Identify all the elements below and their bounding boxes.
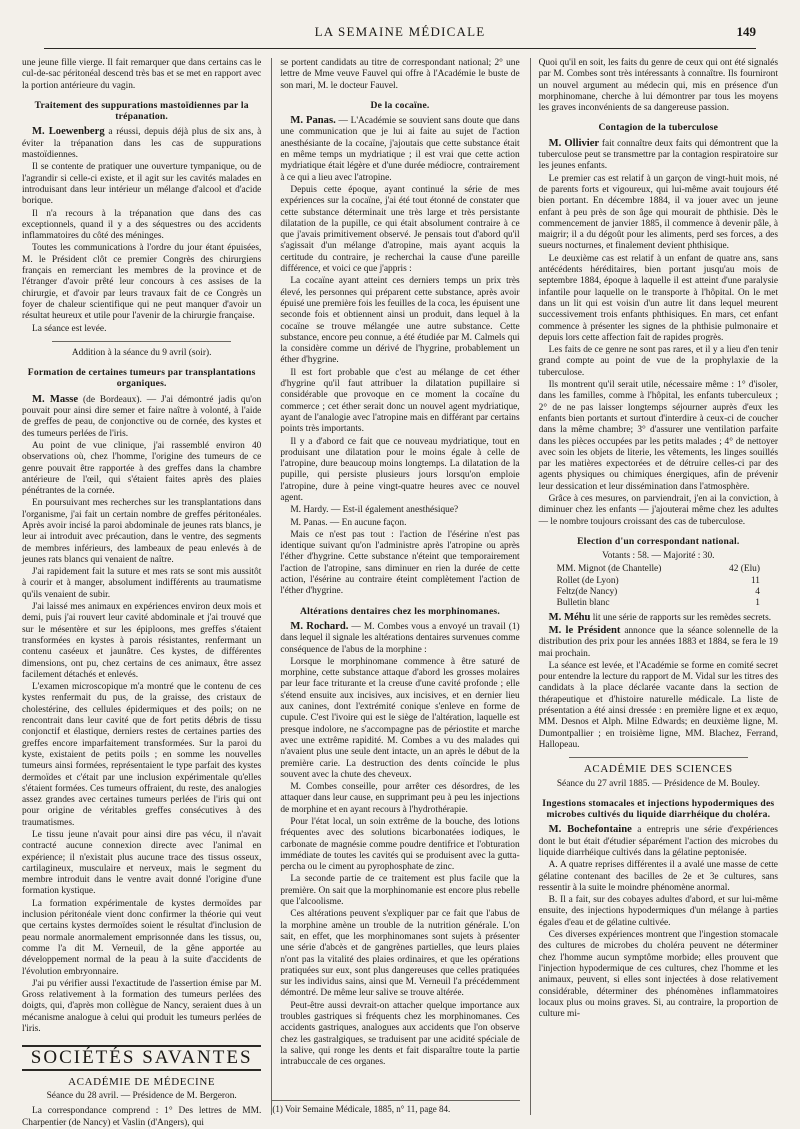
paragraph: Le deuxième cas est relatif à un enfant de quatre ans, sans antécédents héréditaires, bien portant jusqu'au mois de septembre 1884, époque à laquelle il est atteint d'une paralysie infantile pour laquelle on le transporte à l'hôpital. On le met dans un lit qui est voisin d'un autre lit dans lequel meurent successivement trois enfants phthisiques. En mars, cet enfant commence à présenter les signes de la phthisie pulmonaire et depuis lors cette affection fait de rapides progrès. <box>538 253 778 343</box>
footnote: (1) Voir Semaine Médicale, 1885, n° 11, page 84. <box>272 1100 519 1115</box>
paragraph: La seconde partie de ce traitement est plus facile que la première. On sait que la morphinomanie est encore plus rebelle que l'alcoolisme. <box>280 874 520 908</box>
paragraph: Il n'a recours à la trépanation que dans des cas exceptionnels, quand il y a des séquestres ou des accidents inflammatoires du côté des méninges. <box>22 208 262 242</box>
paragraph: Le premier cas est relatif à un garçon de vingt-huit mois, né de parents forts et vigoureux, qui lui-même avait toujours été bien portant. En décembre 1884, il va jouer avec un jeune enfant à peu près de son âge qui mourait de phthisie. Dès le commencement de janvier 1885, il commence à devenir pâle, à maigrir; il a du dégoût pour les aliments, perd ses forces, a des sueurs nocturnes, et finalement devient phthisique. <box>538 173 778 252</box>
paragraph: se portent candidats au titre de correspondant national; 2° une lettre de Mme veuve Fauvel qui offre à l'Académie le buste de son mari, M. le docteur Fauvel. <box>280 58 520 91</box>
column-2 <box>271 58 519 1115</box>
section-heading: Traitement des suppurations mastoïdiennes par la trépanation. <box>34 99 249 123</box>
vote-name: Feltz(de Nancy) <box>556 587 618 598</box>
addition-note: Addition à la séance du 9 avril (soir). <box>71 347 212 358</box>
paragraph: M. Méhu lit une série de rapports sur les remèdes secrets. <box>548 611 772 623</box>
paragraph: La formation expérimentale de kystes dermoïdes par inclusion péritonéale vient donc confirmer la théorie qui veut que certains kystes dermoïdes soient le résultat d'inclusion de peau normale anormalement emprisonnée dans les tissus, ou, comme l'a dit M. Verneuil, de la gêne apportée au développement normal de la peau à la suite d'accidents de l'évolution embryonnaire. <box>22 898 262 977</box>
vote-name: MM. Mignot (de Chantelle) <box>556 564 662 575</box>
speaker-name: M. Rochard. <box>290 620 349 632</box>
paragraph: M. Masse (de Bordeaux). — J'ai démontré jadis qu'on pouvait pour ainsi dire semer et faire naître à volonté, à l'aide de greffes de peau, de conjonctive ou de cornée, des kystes et des tumeurs perlées de l'iris. <box>22 393 262 439</box>
section-heading: Ingestions stomacales et injections hypodermiques des microbes cultivés du liquide diarrhéique du choléra. <box>542 797 775 821</box>
paragraph: M. Rochard. — M. Combes vous a envoyé un travail (1) dans lequel il signale les altérations dentaires survenues comme conséquence de l'abus de la morphine : <box>280 620 520 655</box>
vote-count: 42 (Elu) <box>729 564 760 575</box>
paragraph: B. Il a fait, sur des cobayes adultes d'abord, et sur lui-même ensuite, des injections hypodermiques d'un mélange à parties égales d'eau et de gélatine cultivée. <box>538 895 778 928</box>
paragraph: Mais ce n'est pas tout : l'action de l'ésérine n'est pas identique suivant qu'on l'administre après l'atropine ou après l'éther d'hygrine. Cette substance n'éteint que temporairement l'action de l'atropine, sans diminuer en rien la durée de cette action, l'ésérine au contraire éteint complètement l'action de l'éther d'hygrine. <box>280 529 520 597</box>
speaker-name: M. Panas. <box>290 115 336 127</box>
speaker-name: M. Bochefontaine <box>548 824 632 836</box>
paragraph: Il est fort probable que c'est au mélange de cet éther d'hygrine qu'il faut attribuer la dilatation pupillaire si considérable que provoque en ce moment la cocaïne du commerce ; cet éther serait donc un nouvel agent mydriatique, ayant de l'analogie avec l'atropine mais en différant par certains points très importants. <box>280 367 520 435</box>
paragraph: une jeune fille vierge. Il fait remarquer que dans certains cas le cul-de-sac péritonéal descend très bas et se met en rapport avec la portion antérieure du vagin. <box>22 58 262 91</box>
paragraph: Peut-être aussi devrait-on attacher quelque importance aux troubles gastriques si fréquents chez les morphinomanes. Ces accidents gastriques, analogues aux accidents que l'on observe chez les gastralgiques, se traduisent par une acidité spéciale de la salive, qui ronge les dents et fait disparaître toute la partie intrabuccale de ces organes. <box>280 1000 520 1068</box>
section-heading: Formation de certaines tumeurs par transplantations organiques. <box>27 367 256 390</box>
paragraph: Toutes les communications à l'ordre du jour étant épuisées, M. le Président clôt ce premier Congrès des chirurgiens français en remerciant les membres de la province et de l'étranger d'avoir prêté leur concours à ces assises de la chirurgie, et d'avoir par leurs travaux fait de ce Congrès un foyer de chaleur scientifique qui ne peut manquer d'avoir un résultat heureux et utile pour l'avenir de la chirurgie française. <box>22 243 262 322</box>
speaker-name: M. le Président <box>548 624 621 636</box>
speaker-name: M. Loewenberg <box>32 126 105 138</box>
academie-medecine-title: ACADÉMIE DE MÉDECINE <box>68 1075 216 1088</box>
paragraph: La correspondance comprend : 1° Des lettres de MM. Charpentier (de Nancy) et Vaslin (d'Angers), qui <box>22 1106 262 1128</box>
speaker-name: M. Masse <box>32 393 79 405</box>
section-heading: Election d'un correspondant national. <box>577 535 740 547</box>
paragraph: M. Loewenberg a réussi, depuis déjà plus de six ans, à éviter la trépanation dans les cas de suppurations mastoïdiennes. <box>22 126 262 161</box>
paragraph: A. A quatre reprises différentes il a avalé une masse de cette gélatine contenant des bacilles de 2e et 3e cultures, sans ressentir à la suite le moindre phénomène anormal. <box>538 860 778 893</box>
column-3 <box>530 58 778 1115</box>
votes-table <box>557 564 760 609</box>
paragraph: M. Combes conseille, pour arrêter ces désordres, de les attaquer dans leur cause, en supprimant peu à peu les injections de morphine et en ayant recours à l'hydrothérapie. <box>280 782 520 815</box>
votants-line: Votants : 58. — Majorité : 30. <box>602 551 715 562</box>
paragraph: La séance est levée. <box>32 323 107 334</box>
divider <box>569 757 748 758</box>
paragraph: Les faits de ce genre ne sont pas rares, et il y a lieu d'en tenir grand compte au point de vue de la prophylaxie de la tuberculose. <box>538 345 778 378</box>
paragraph: La séance est levée, et l'Académie se forme en comité secret pour entendre la lecture du rapport de M. Vidal sur les titres des candidats à la place déclarée vacante dans la section de thérapeutique et d'histoire naturelle médicale. La liste de présentation a été ainsi dressée : en première ligne et ex æquo, MM. Desnos et Alph. Milne Edwards; en deuxième ligne, M. Dumontpallier ; en troisième ligne, MM. Blachez, Ferrand, Hallopeau. <box>538 660 778 750</box>
section-heading: Altérations dentaires chez les morphinomanes. <box>300 605 500 617</box>
seance-line: Séance du 27 avril 1885. — Présidence de M. Bouley. <box>556 778 760 789</box>
paragraph: Depuis cette époque, ayant continué la série de mes expériences sur la cocaïne, j'ai été tout étonné de constater que cette substance déterminait une très large et très persistante dilatation de la pupille, ce qui était absolument contraire à ce que j'avais primitivement observé. Je pensais tout d'abord qu'il s'agissait d'un mélange d'atropine, mais ayant acquis la certitude du contraire, je recherchai la cause d'une pareille différence, et voici ce que j'appris : <box>280 184 520 275</box>
academie-sciences-title: ACADÉMIE DES SCIENCES <box>583 763 733 776</box>
vote-name: Rollet (de Lyon) <box>556 575 619 586</box>
vote-count: 11 <box>750 575 760 586</box>
paragraph: Ces diverses expériences montrent que l'ingestion stomacale des cultures de microbes du choléra peuvent ne déterminer chez l'homme aucun symptôme morbide; elles prouvent que l'injection hypodermique de ces cultures, chez l'homme et les animaux, peuvent, si elles sont injectées à dose relativement considérable, déterminer des phénomènes inflammatoires locaux plus ou moins graves. Si, au contraire, la proportion de culture mi- <box>538 930 778 1020</box>
paragraph: M. le Président annonce que la séance solennelle de la distribution des prix pour les années 1883 et 1884, se fera le 19 mai prochain. <box>538 624 779 659</box>
paragraph: Ces altérations peuvent s'expliquer par ce fait que l'abus de la morphine amène un trouble de la nutrition générale. L'on sait, en effet, que les morphinomanes sont sujets à présenter une série d'abcès et de gangrènes partielles, que leurs plaies n'ont pas la vitalité des plaies ordinaires, et que les opérations pratiquées sur eux, sont plus dangereuses que celles pratiquées sur les individus sains, ainsi que M. Verneuil l'a précédemment démontré. De même leur salive se trouve altérée. <box>280 909 520 999</box>
paragraph: M. Ollivier fait connaître deux faits qui démontrent que la tuberculose peut se transmettre par la contagion respiratoire sur les jeunes enfants. <box>538 137 778 172</box>
paragraph: M. Hardy. — Est-il également anesthésique? <box>290 505 459 516</box>
speaker-name: M. Méhu <box>548 611 591 623</box>
paragraph: Au point de vue clinique, j'ai rassemblé environ 40 observations où, chez l'homme, l'origine des tumeurs de ce genre pouvait être rapportée à des greffes dans la chambre antérieure de l'œil, qui s'étaient faites après des plaies pénétrantes de la cornée. <box>22 440 262 497</box>
paragraph: L'examen microscopique m'a montré que le contenu de ces kystes renfermait du pus, de la graisse, des cristaux de cholestérine, des cellules épidermiques et des poils; on ne rencontrait dans leur cavité que de fort petits débris de tissu conjonctif et élastique, derniers restes de certaines parties des greffes encore imparfaitement transformées. Sur la paroi du kyste, existaient de petits poils ; en somme les nouvelles tumeurs ainsi formées, représentaient le type parfait des kystes dermoïdes et c'était par une inclusion expérimentale qu'elles s'étaient formées. Ces tumeurs offraient, du reste, des analogies assez grandes avec certaines tumeurs perlées de l'iris qui ont pour origine de véritables greffes consécutives à des traumatismes. <box>22 682 262 828</box>
journal-title: LA SEMAINE MÉDICALE <box>314 24 486 39</box>
paragraph: Il se contente de pratiquer une ouverture tympanique, ou de l'agrandir si celle-ci existe, et il agit sur les cavités malades en introduisant dans leur intérieur un mélange d'alcool et d'acide borique. <box>22 162 262 207</box>
paragraph: Lorsque le morphinomane commence à être saturé de morphine, cette substance attaque d'abord les grosses molaires par leur face triturante et la creuse d'une cavité profonde ; elle s'étend ensuite aux incisives, aux incisives, et en dernier lieu aux canines, dont l'extrémité conique s'enleve en forme de cupule. C'est l'ivoire qui est le siège de l'altération, laquelle est presque indolore, ne s'accompagne pas de périostite et marche avec une extrême rapidité. M. Combes a vu des malades qui n'avaient plus une seule dent intacte, un an après le début de la première carie. La destruction des dents coïncide le plus souvent avec la chute des cheveux. <box>280 656 520 780</box>
page-header <box>22 0 778 38</box>
paragraph: J'ai laissé mes animaux en expériences environ deux mois et demi, puis j'ai rouvert leur cavité abdominale et j'ai trouvé que sur le mésentère et sur les épiploons, mes greffes s'étaient transformées en kystes à parois résistantes, renfermant un contenu caséeux et jaunâtre. Ces kystes, de différentes dimensions, ont pu, chez certains de ces animaux, être assez facilement détachés et enlevés. <box>22 602 262 680</box>
column-1 <box>22 58 262 1128</box>
paragraph: M. Bochefontaine a entrepris une série d'expériences dont le but était d'étudier séparément l'action des microbes du liquide diarrhéique cultivés dans la gélatine peptonisée. <box>538 824 778 858</box>
section-heading: De la cocaïne. <box>370 99 430 111</box>
header-rule <box>44 48 756 49</box>
vote-count: 1 <box>755 598 760 609</box>
page-number: 149 <box>736 24 756 39</box>
divider <box>52 341 231 342</box>
societes-savantes-title: SOCIÉTÉS SAVANTES <box>22 1045 261 1070</box>
paragraph: M. Panas. — En aucune façon. <box>290 517 407 528</box>
paragraph: J'ai rapidement fait la suture et mes rats se sont mis aussitôt à courir et à manger, absolument indifférents au traumatisme qu'ils venaient de subir. <box>22 567 262 600</box>
paragraph: La cocaïne ayant atteint ces derniers temps un prix très élevé, les personnes qui préparent cette substance, après avoir épuisé une première fois les feuilles de la coca, les épuisent une seconde fois et obtiennent ainsi un produit, dans lequel à la cocaïne se trouve mélangée une autre substance. Cette substance, encore peu connue, a été étudiée par M. Calmels qui la considère comme un dérivé de l'hygrine, probablement un éther d'hygrine. <box>280 276 520 366</box>
seance-line: Séance du 28 avril. — Présidence de M. Bergeron. <box>46 1090 237 1101</box>
paragraph: Grâce à ces mesures, on parviendrait, j'en ai la conviction, à diminuer chez les enfants — j'ajouterai même chez les adultes — le nombre toujours croissant des cas de tuberculose. <box>538 493 778 527</box>
paragraph: Il y a d'abord ce fait que ce nouveau mydriatique, tout en produisant une dilatation pour le moins égale à celle de l'atropine, dure beaucoup moins longtemps. La dilatation de la pupille, qui persiste plusieurs jours lorsqu'on emploie l'atropine, dure à peine vingt-quatre heures avec ce nouvel agent. <box>280 436 520 503</box>
paragraph: M. Panas. — L'Académie se souvient sans doute que dans une communication que je lui ai faite au sujet de l'action anesthésiante de la cocaïne, j'ajoutais que cette substance était en même temps un mydriatique ; il est vrai que cette action mydriatique était légère et d'une durée médiocre, contrairement à ce qui a lieu avec l'atropine. <box>280 115 520 183</box>
paragraph: Quoi qu'il en soit, les faits du genre de ceux qui ont été signalés par M. Combes sont très intéressants à connaître. Ils fourniront un nouvel argument au médecin qui, mis en présence d'un morphinomane, cherche à lui démontrer par tous les moyens les graves inconvénients de sa dangereuse passion. <box>538 58 778 114</box>
paragraph: Pour l'état local, un soin extrême de la bouche, des lotions fréquentes avec des solutions bicarbonatées iodiques, le carbonate de magnésie comme poudre dentifrice et l'obturation immédiate de toutes les cavités qui se produisent avec la gutta-percha ou le ciment au pyrophosphate de zinc. <box>280 817 520 873</box>
paragraph: Le tissu jeune n'avait pour ainsi dire pas vécu, il n'avait contracté aucune connexion directe avec l'animal en expérience; il n'existait plus aucune trace des tissus osseux, cartilagineux, musculaire et nerveux, mais le segment du membre introduit dans le ventre avait donné l'origine d'une formation kystique. <box>22 830 262 897</box>
paragraph: En poursuivant mes recherches sur les transplantations dans l'organisme, j'ai fait un certain nombre de greffes péritonéales. Après avoir incisé la paroi abdominale de jeunes rats blancs, je leur ai introduit avec précaution, dans le ventre, des segments de membres inférieurs, des lambeaux de peau enlevés à de jeunes rats blancs qui venaient de naître. <box>22 498 262 565</box>
columns <box>22 58 779 1128</box>
paragraph: Ils montrent qu'il serait utile, nécessaire même : 1° d'isoler, dans les familles, comme à l'hôpital, les enfants tuberculeux ; 2° de ne pas laisser longtemps séjourner auprès d'eux les enfants bien portants et surtout d'interdire à ceux-ci de coucher dans la même chambre; 3° d'assurer une ventilation parfaite dans les pièces occupées par les petits malades ; 4° de nettoyer avec soin les objets de literie, les vêtements, les linges souillés par les matières expectorées et de détruire celles-ci par des agents physiques ou chimiques énergiques, afin de prévenir leur dessication et leur dissémination dans l'atmosphère. <box>538 380 778 492</box>
vote-name: Bulletin blanc <box>556 598 610 609</box>
speaker-name: M. Ollivier <box>548 137 600 149</box>
paragraph: J'ai pu vérifier aussi l'exactitude de l'assertion émise par M. Gross relativement à la formation des tumeurs perlées des doigts, qui, d'après mon collègue de Nancy, seraient dues à un mécanisme analogue à celui qui produit les tumeurs perlées de l'iris. <box>22 978 262 1035</box>
section-heading: Contagion de la tuberculose <box>598 122 719 134</box>
vote-count: 4 <box>755 587 760 598</box>
